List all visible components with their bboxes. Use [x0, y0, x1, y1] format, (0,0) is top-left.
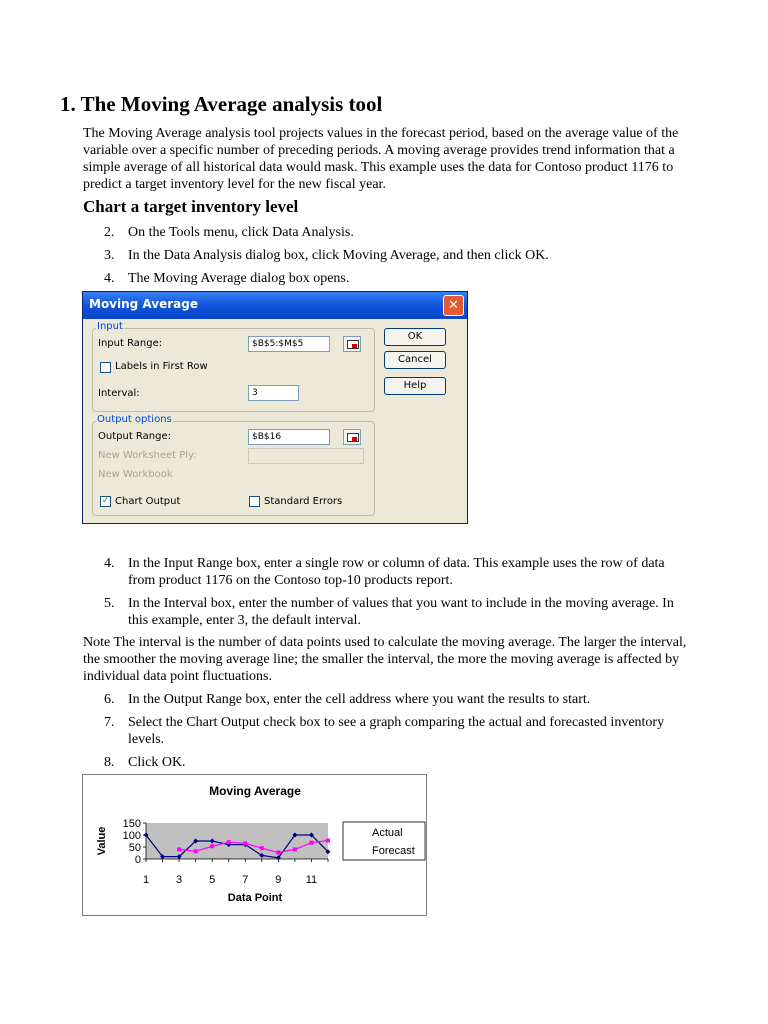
input-range-field[interactable]: $B$5:$M$5 — [248, 336, 330, 352]
data-point-forecast — [194, 849, 198, 853]
step-text: In the Output Range box, enter the cell address where you want the results to start. — [128, 692, 591, 707]
chart-y-tick-label: 50 — [128, 842, 141, 854]
data-point-forecast — [276, 851, 280, 855]
chart-title: Moving Average — [209, 784, 301, 798]
intro-paragraph: The Moving Average analysis tool projects values in the forecast period, based on the average value of the variable over a specific number of preceding periods. A moving average provides trend information that a simple average of all historical data would mask. This example uses the data for Contoso product 1176 to predict a target inventory level for the new fiscal year. — [83, 126, 679, 192]
new-workbook-label: New Workbook — [98, 469, 173, 480]
chart-x-tick-label: 3 — [176, 874, 183, 886]
input-range-collapse-icon[interactable] — [343, 336, 361, 352]
input-range-label: Input Range: — [98, 338, 163, 349]
step-text: On the Tools menu, click Data Analysis. — [128, 225, 354, 240]
moving-average-chart — [82, 774, 427, 916]
data-point-forecast — [260, 846, 264, 850]
data-point-forecast — [177, 847, 181, 851]
ok-button[interactable]: OK — [384, 328, 446, 346]
dialog-titlebar[interactable] — [83, 292, 467, 319]
interval-field[interactable]: 3 — [248, 385, 299, 401]
output-range-field[interactable]: $B$16 — [248, 429, 330, 445]
close-icon[interactable]: ✕ — [443, 295, 464, 316]
cancel-button[interactable]: Cancel — [384, 351, 446, 369]
step-text: Select the Chart Output check box to see a graph comparing the actual and forecasted inventory levels. — [128, 715, 665, 747]
step-text: The Moving Average dialog box opens. — [128, 271, 350, 286]
data-point-forecast — [227, 840, 231, 844]
chart-output-label: Chart Output — [115, 496, 181, 507]
chart-x-tick-label: 7 — [242, 874, 249, 886]
chart-x-tick-label: 1 — [142, 874, 150, 886]
chart-plot-area — [146, 823, 328, 859]
chart-y-tick-label: 100 — [122, 830, 141, 842]
standard-errors-checkbox[interactable] — [249, 496, 260, 507]
section-heading: Chart a target inventory level — [83, 197, 299, 216]
chart-x-tick-label: 5 — [209, 874, 216, 886]
new-worksheet-ply-label: New Worksheet Ply: — [98, 450, 197, 461]
step-number: 5. — [104, 596, 115, 611]
interval-label: Interval: — [98, 388, 140, 399]
dialog-title: Moving Average — [89, 297, 198, 311]
legend-forecast-label: Forecast — [372, 845, 415, 857]
step-number: 3. — [104, 248, 115, 263]
labels-first-row-checkbox[interactable] — [100, 362, 111, 373]
chart-y-tick-label: 150 — [122, 818, 141, 830]
data-point-forecast — [210, 844, 214, 848]
step-text: In the Input Range box, enter a single row or column of data. This example uses the row of data from product 1176 on the Contoso top-10 products report. — [128, 556, 665, 588]
output-range-collapse-icon[interactable] — [343, 429, 361, 445]
chart-x-tick-label: 11 — [305, 874, 318, 886]
page-title: 1. The Moving Average analysis tool — [60, 92, 383, 116]
labels-first-row-label: Labels in First Row — [115, 361, 208, 372]
step-text: Click OK. — [128, 755, 186, 770]
output-group-label: Output options — [97, 414, 172, 425]
chart-output-checkbox[interactable]: ✓ — [101, 496, 110, 506]
new-worksheet-ply-field — [248, 448, 364, 464]
standard-errors-label: Standard Errors — [264, 496, 343, 507]
help-button[interactable]: Help — [384, 377, 446, 395]
chart-y-tick-label: 0 — [134, 854, 141, 866]
data-point-forecast — [293, 847, 297, 851]
step-number: 7. — [104, 715, 115, 730]
chart-x-label: Data Point — [227, 892, 283, 904]
step-number: 8. — [104, 755, 115, 770]
chart-x-tick-label: 9 — [275, 874, 282, 886]
step-text: In the Interval box, enter the number of values that you want to include in the moving average. In this example, enter 3, the default interval. — [128, 596, 674, 628]
data-point-forecast — [326, 839, 330, 843]
legend-actual-label: Actual — [372, 827, 403, 839]
chart-svg — [83, 775, 426, 915]
data-point-forecast — [243, 841, 247, 845]
moving-average-dialog — [82, 291, 468, 524]
input-group-label: Input — [97, 321, 123, 332]
step-number: 4. — [104, 556, 115, 571]
step-text: In the Data Analysis dialog box, click Moving Average, and then click OK. — [128, 248, 549, 263]
step-number: 4. — [104, 271, 115, 286]
output-range-label: Output Range: — [98, 431, 171, 442]
chart-y-label: Value — [96, 826, 108, 856]
note-paragraph: Note The interval is the number of data points used to calculate the moving average. The larger the interval, the smoother the moving average line; the smaller the interval, the more the moving average is affected by individual data point fluctuations. — [83, 635, 687, 684]
step-number: 2. — [104, 225, 115, 240]
data-point-forecast — [309, 841, 313, 845]
step-number: 6. — [104, 692, 115, 707]
